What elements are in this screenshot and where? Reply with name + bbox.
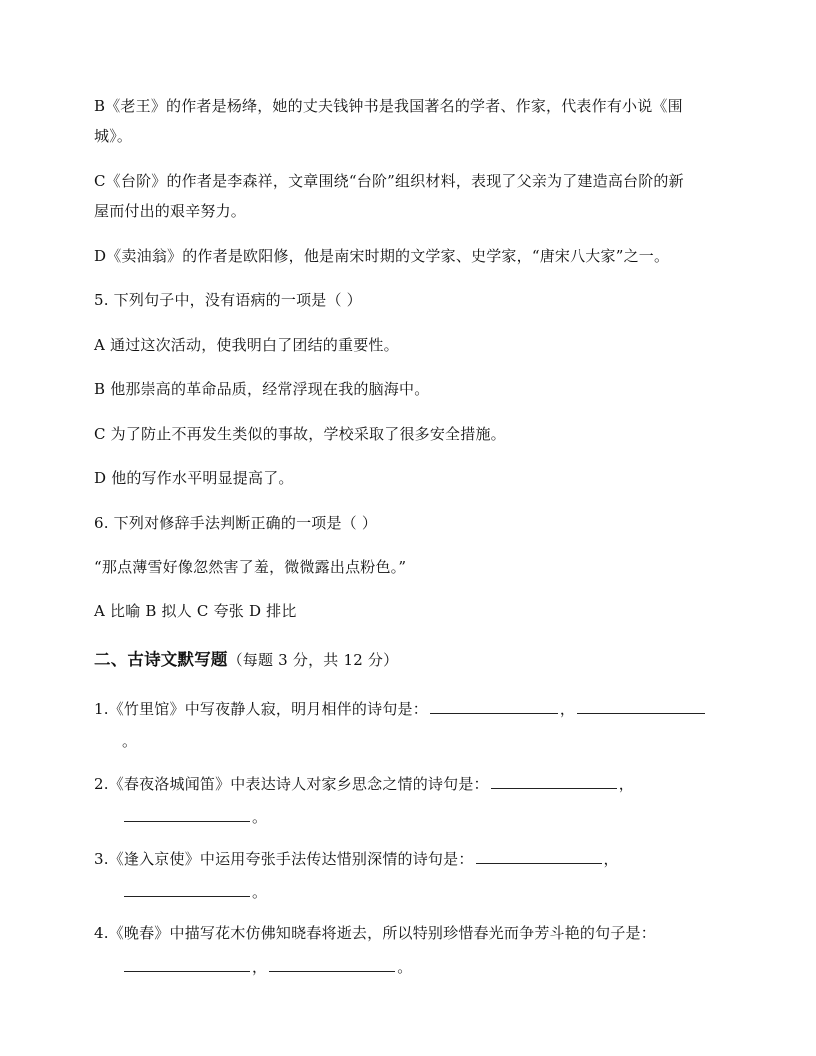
q6-options: A 比喻 B 拟人 C 夸张 D 排比 <box>94 602 297 620</box>
poem-q3-period: 。 <box>252 883 268 901</box>
q4-option-b-line1: B《老王》的作者是杨绛，她的丈夫钱钟书是我国著名的学者、作家，代表作有小说《围 <box>94 97 683 115</box>
section-heading <box>94 649 398 671</box>
poem-q4-period: 。 <box>397 958 413 976</box>
q6-quote: “那点薄雪好像忽然害了羞，微微露出点粉色。” <box>94 558 407 576</box>
poem-q2-comma: ， <box>618 775 634 793</box>
q5-option-b: B 他那崇高的革命品质，经常浮现在我的脑海中。 <box>94 380 430 398</box>
poem-q4: 4.《晚春》中描写花木仿佛知晓春将逝去，所以特别珍惜春光而争芳斗艳的句子是： <box>94 924 656 942</box>
q5-option-a: A 通过这次活动，使我明白了团结的重要性。 <box>94 336 399 354</box>
poem-q4-blank-1[interactable] <box>124 956 250 972</box>
poem-q4-comma: ， <box>252 958 268 976</box>
poem-q4-line2 <box>122 956 412 977</box>
q5-option-d: D 他的写作水平明显提高了。 <box>94 469 294 487</box>
poem-q3-blank-1[interactable] <box>476 848 602 864</box>
q5-option-c: C 为了防止不再发生类似的事故，学校采取了很多安全措施。 <box>94 425 506 443</box>
poem-q2-blank-1[interactable] <box>491 773 617 789</box>
poem-q1-blank-2[interactable] <box>577 698 705 714</box>
poem-q3-blank-2[interactable] <box>124 881 250 897</box>
poem-q1 <box>94 698 707 719</box>
poem-q2-text: 2.《春夜洛城闻笛》中表达诗人对家乡思念之情的诗句是： <box>94 775 489 793</box>
q4-option-c-line2: 屋而付出的艰辛努力。 <box>94 202 247 220</box>
q6-stem: 6. 下列对修辞手法判断正确的一项是（ ） <box>94 514 378 532</box>
poem-q2-line2 <box>122 806 267 827</box>
poem-q2-period: 。 <box>252 808 268 826</box>
poem-q2 <box>94 773 634 794</box>
section-score-note: （每题 3 分，共 12 分） <box>227 651 399 669</box>
q5-stem: 5. 下列句子中，没有语病的一项是（ ） <box>94 291 362 309</box>
poem-q2-blank-2[interactable] <box>124 806 250 822</box>
poem-q1-blank-1[interactable] <box>430 698 558 714</box>
poem-q4-blank-2[interactable] <box>269 956 395 972</box>
section-title: 二、古诗文默写题 <box>94 650 228 669</box>
poem-q3 <box>94 848 619 869</box>
poem-q3-line2 <box>122 881 267 902</box>
q4-option-b-line2: 城》。 <box>94 127 133 145</box>
q4-option-d-line1: D《卖油翁》的作者是欧阳修，他是南宋时期的文学家、史学家，“唐宋八大家”之一。 <box>94 247 670 265</box>
poem-q1-comma: ， <box>559 700 576 718</box>
q4-option-c-line1: C《台阶》的作者是李森祥，文章围绕“台阶”组织材料，表现了父亲为了建造高台阶的新 <box>94 172 684 190</box>
poem-q3-comma: ， <box>603 850 619 868</box>
poem-q3-text: 3.《逢入京使》中运用夸张手法传达惜别深情的诗句是： <box>94 850 474 868</box>
poem-q1-period: 。 <box>122 732 138 750</box>
poem-q1-text: 1.《竹里馆》中写夜静人寂，明月相伴的诗句是： <box>94 700 428 718</box>
